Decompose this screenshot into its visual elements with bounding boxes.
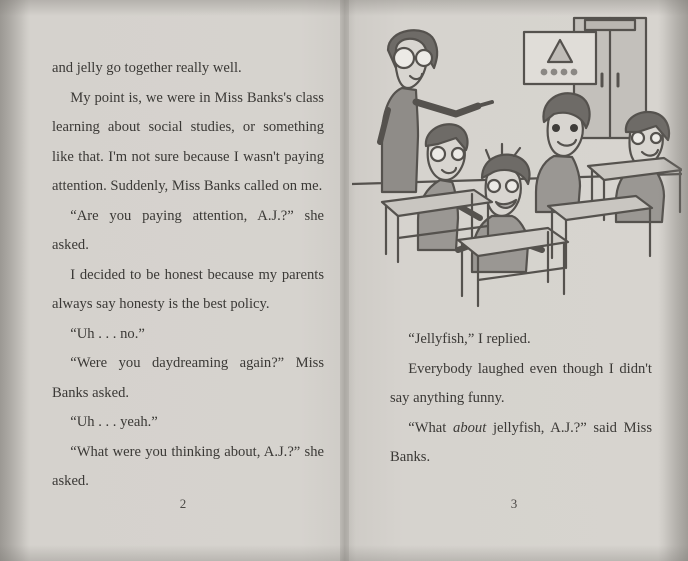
paragraph: Everybody laughed even though I didn't say anything funny.	[390, 360, 652, 406]
paragraph: “Were you daydreaming again?” Miss Banks asked.	[52, 355, 324, 401]
paragraph: “What were you thinking about, A.J.?” she asked.	[52, 443, 324, 489]
page-number-left: 2	[179, 496, 187, 511]
paragraph: and jelly go together really well.	[52, 60, 242, 76]
right-page-text	[390, 325, 652, 473]
page-number-right: 3	[510, 496, 518, 511]
paragraph: “Jellyfish,” I replied.	[408, 331, 531, 347]
left-page-text	[52, 54, 324, 497]
paragraph: My point is, we were in Miss Banks's class learning about social studies, or something like that. I'm not sure because I wasn't paying attention. Suddenly, Miss Banks called on me.	[52, 89, 324, 194]
book-gutter	[340, 0, 349, 561]
classroom-illustration	[352, 6, 682, 322]
paragraph: “What about jellyfish, A.J.?” said Miss Banks.	[390, 419, 652, 465]
paragraph: “Are you paying attention, A.J.?” she asked.	[52, 207, 324, 253]
paragraph: “Uh . . . no.”	[70, 325, 145, 342]
paragraph: “Uh . . . yeah.”	[70, 414, 158, 430]
paragraph: I decided to be honest because my parents always say honesty is the best policy.	[52, 266, 324, 312]
